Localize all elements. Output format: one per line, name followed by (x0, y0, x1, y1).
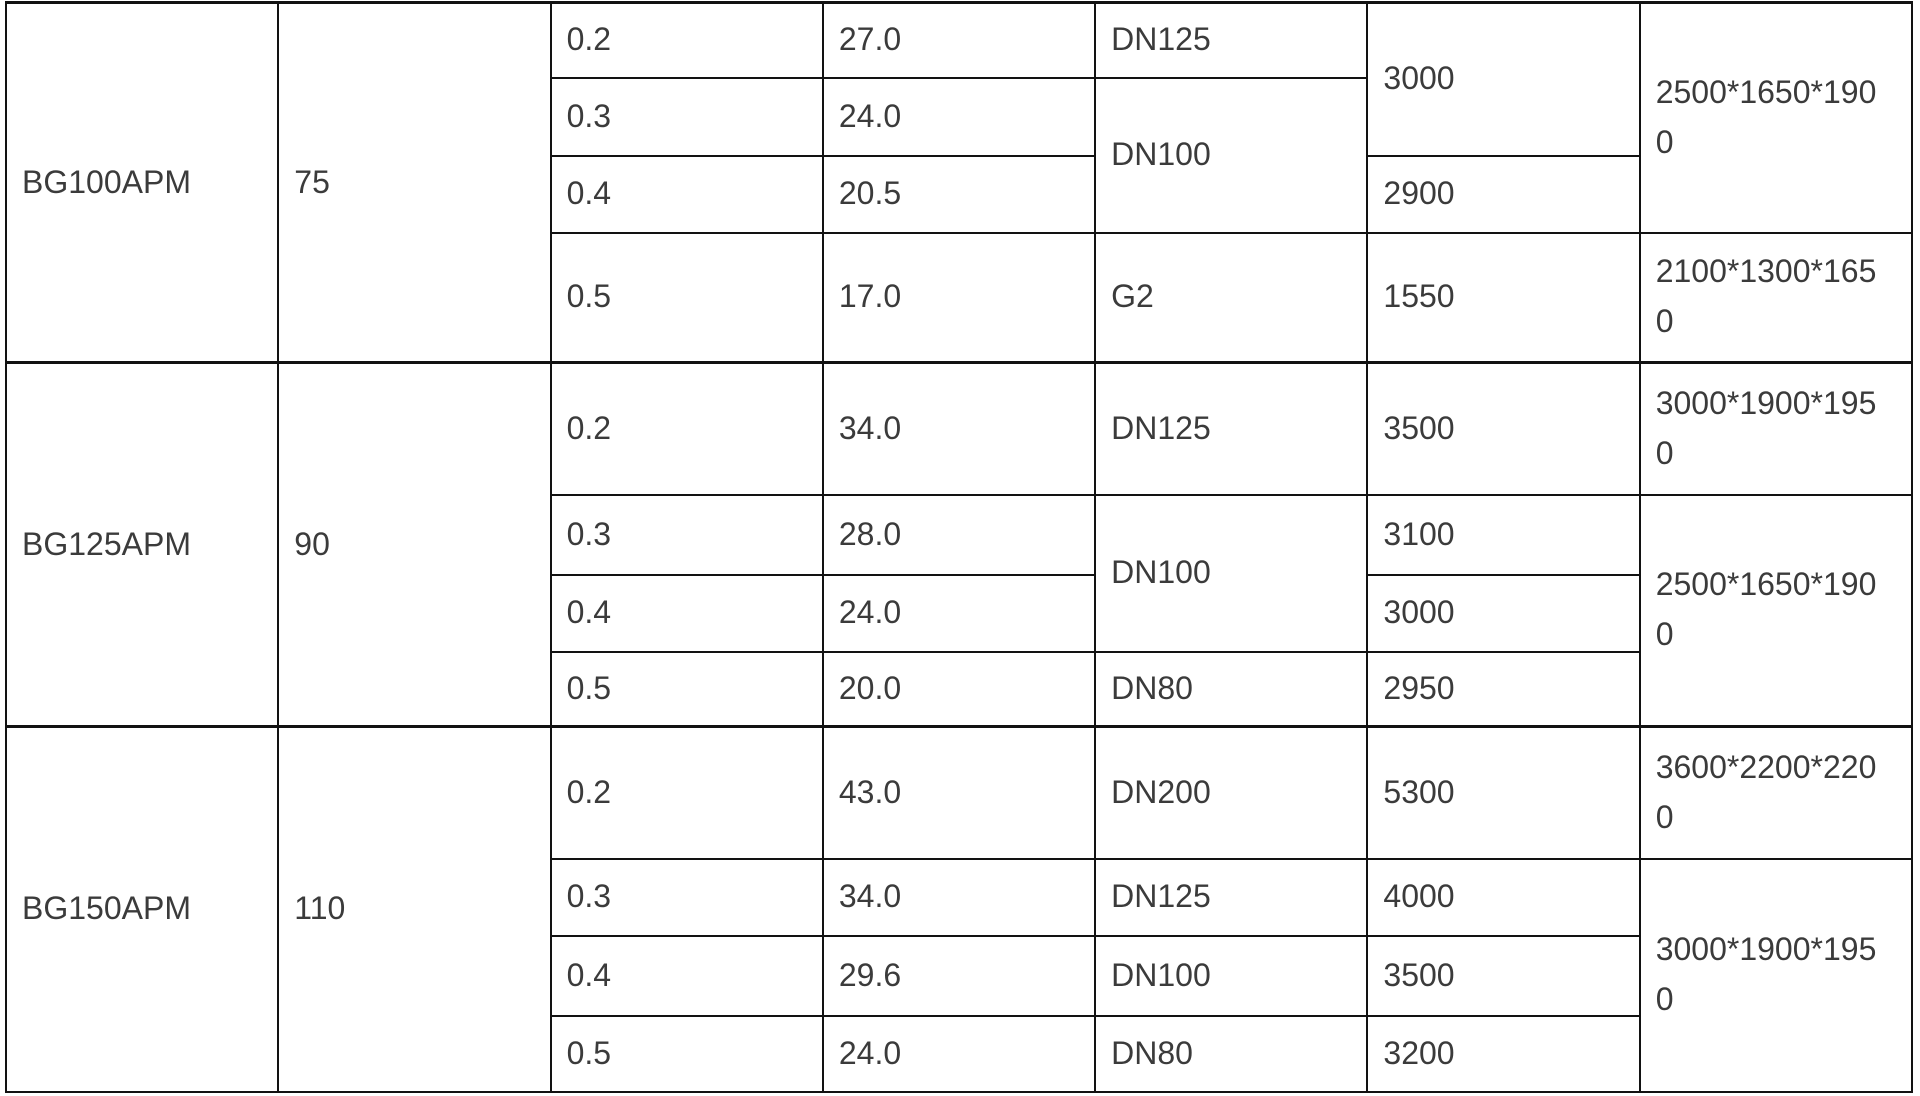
pressure-cell: 0.5 (551, 233, 823, 363)
dimensions-cell: 2500*1650*1900 (1640, 495, 1912, 727)
model-cell: BG150APM (6, 727, 278, 1092)
flow-cell: 34.0 (823, 859, 1095, 936)
flow-cell: 43.0 (823, 727, 1095, 859)
pressure-cell: 0.4 (551, 156, 823, 233)
pressure-cell: 0.2 (551, 727, 823, 859)
outlet-cell: DN125 (1095, 363, 1367, 495)
outlet-cell: DN200 (1095, 727, 1367, 859)
weight-cell: 2950 (1367, 652, 1639, 727)
model-cell: BG125APM (6, 363, 278, 727)
flow-cell: 27.0 (823, 3, 1095, 78)
flow-cell: 17.0 (823, 233, 1095, 363)
pressure-cell: 0.5 (551, 1016, 823, 1092)
pressure-cell: 0.3 (551, 495, 823, 575)
pressure-cell: 0.2 (551, 363, 823, 495)
flow-cell: 20.5 (823, 156, 1095, 233)
flow-cell: 28.0 (823, 495, 1095, 575)
outlet-cell: DN80 (1095, 1016, 1367, 1092)
power-cell: 110 (278, 727, 550, 1092)
pressure-cell: 0.3 (551, 859, 823, 936)
outlet-cell: DN80 (1095, 652, 1367, 727)
pressure-cell: 0.2 (551, 3, 823, 78)
dimensions-cell: 3000*1900*1950 (1640, 363, 1912, 495)
outlet-cell: DN100 (1095, 495, 1367, 652)
pressure-cell: 0.4 (551, 936, 823, 1016)
weight-cell: 3000 (1367, 575, 1639, 652)
table-row (6, 727, 1912, 859)
dimensions-cell: 2100*1300*1650 (1640, 233, 1912, 363)
outlet-cell: DN125 (1095, 859, 1367, 936)
pressure-cell: 0.4 (551, 575, 823, 652)
outlet-cell: DN100 (1095, 936, 1367, 1016)
spec-table (5, 1, 1913, 1093)
pressure-cell: 0.5 (551, 652, 823, 727)
flow-cell: 24.0 (823, 78, 1095, 156)
flow-cell: 24.0 (823, 1016, 1095, 1092)
power-cell: 90 (278, 363, 550, 727)
outlet-cell: G2 (1095, 233, 1367, 363)
flow-cell: 29.6 (823, 936, 1095, 1016)
flow-cell: 24.0 (823, 575, 1095, 652)
weight-cell: 3000 (1367, 3, 1639, 156)
table-row (6, 3, 1912, 78)
weight-cell: 1550 (1367, 233, 1639, 363)
outlet-cell: DN125 (1095, 3, 1367, 78)
power-cell: 75 (278, 3, 550, 363)
flow-cell: 20.0 (823, 652, 1095, 727)
weight-cell: 3500 (1367, 363, 1639, 495)
outlet-cell: DN100 (1095, 78, 1367, 233)
table-row (6, 363, 1912, 495)
dimensions-cell: 3000*1900*1950 (1640, 859, 1912, 1092)
dimensions-cell: 3600*2200*2200 (1640, 727, 1912, 859)
weight-cell: 5300 (1367, 727, 1639, 859)
pressure-cell: 0.3 (551, 78, 823, 156)
weight-cell: 3100 (1367, 495, 1639, 575)
flow-cell: 34.0 (823, 363, 1095, 495)
weight-cell: 3200 (1367, 1016, 1639, 1092)
weight-cell: 2900 (1367, 156, 1639, 233)
weight-cell: 4000 (1367, 859, 1639, 936)
weight-cell: 3500 (1367, 936, 1639, 1016)
dimensions-cell: 2500*1650*1900 (1640, 3, 1912, 233)
model-cell: BG100APM (6, 3, 278, 363)
